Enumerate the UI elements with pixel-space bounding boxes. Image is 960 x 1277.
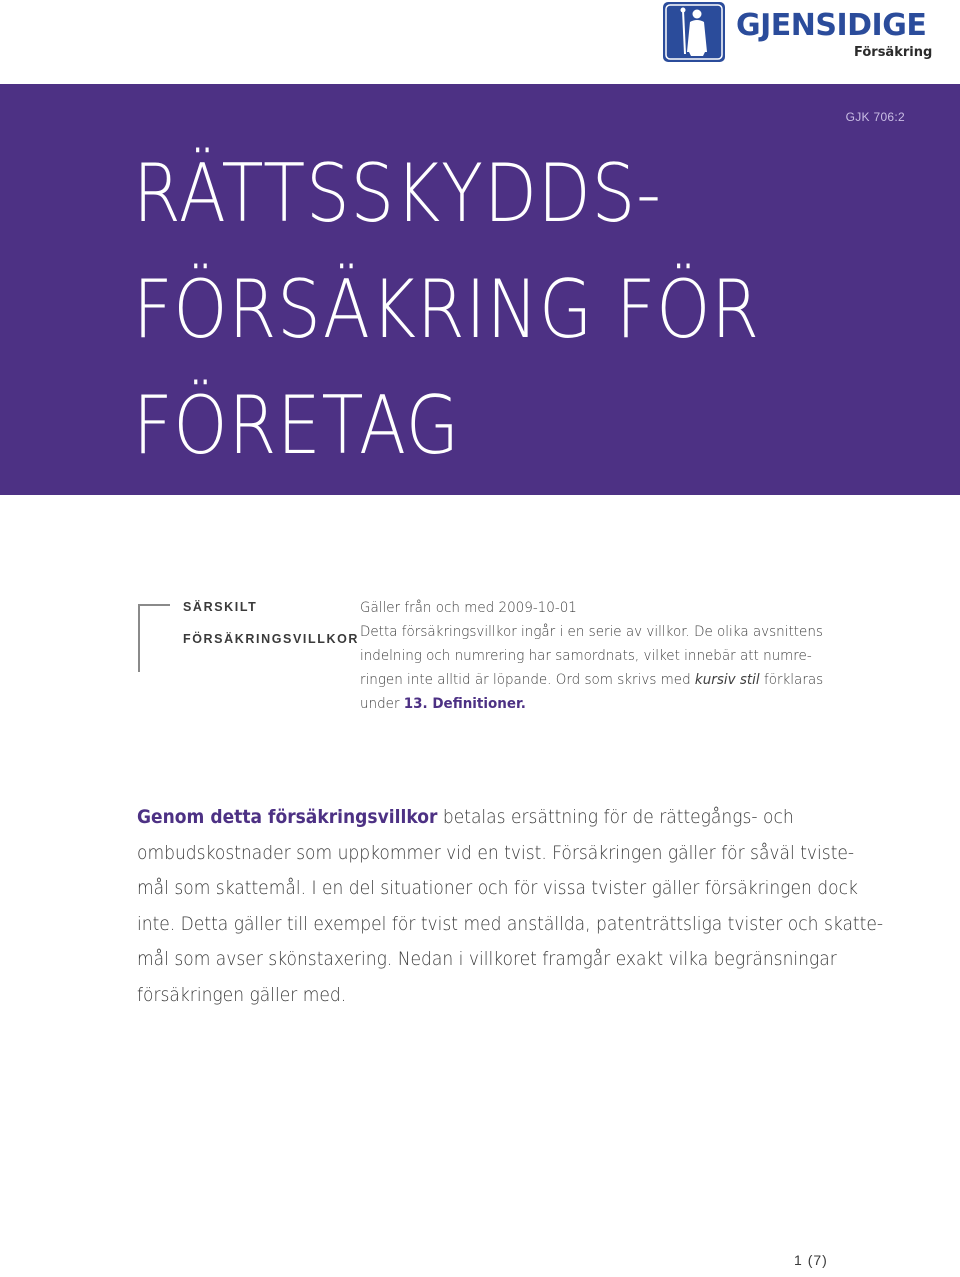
brand-name: GJENSIDIGE bbox=[736, 8, 927, 43]
title-line-3: FÖRETAG bbox=[133, 379, 460, 472]
intro-text-segment: under bbox=[360, 696, 404, 712]
title-banner bbox=[0, 84, 960, 495]
lead-paragraph bbox=[137, 800, 884, 1013]
section-label-line-1: SÄRSKILT bbox=[183, 600, 258, 614]
lead-line: mål som avser skönstaxering. Nedan i villkoret framgår exakt vilka begränsningar bbox=[137, 948, 837, 970]
lead-line: mål som skattemål. I en del situationer och för vissa tvister gäller försäkringen dock bbox=[137, 877, 858, 899]
page-number bbox=[794, 1252, 828, 1268]
intro-line: Gäller från och med 2009-10-01 bbox=[360, 600, 577, 616]
title-line-2: FÖRSÄKRING FÖR bbox=[133, 263, 760, 356]
section-bracket bbox=[138, 604, 170, 672]
lead-line: försäkringen gäller med. bbox=[137, 983, 347, 1006]
document-code: GJK 706:2 bbox=[845, 110, 905, 124]
lead-line: inte. Detta gäller till exempel för tvist med anställda, patenträttsliga tvister och skatte- bbox=[137, 912, 884, 935]
lead-highlight: Genom detta försäkringsvillkor bbox=[137, 806, 438, 828]
current-page: 1 bbox=[794, 1252, 803, 1268]
lead-line: ombudskostnader som uppkommer vid en tvist. Försäkringen gäller för såväl tviste- bbox=[137, 841, 855, 864]
title-line-1: RÄTTSSKYDDS- bbox=[133, 147, 662, 240]
brand-logo bbox=[663, 2, 933, 64]
intro-text bbox=[360, 596, 830, 716]
intro-line: Detta försäkringsvillkor ingår i en serie av villkor. De olika avsnittens bbox=[360, 624, 823, 640]
intro-line bbox=[360, 692, 797, 716]
total-pages: (7) bbox=[807, 1252, 828, 1268]
intro-text-segment: ringen inte alltid är löpande. Ord som skrivs med bbox=[360, 672, 695, 688]
lead-line bbox=[137, 800, 794, 836]
saint-figure-logo-icon bbox=[663, 2, 725, 62]
intro-line: indelning och numrering har samordnats, vilket innebär att numre- bbox=[360, 648, 812, 664]
intro-text-segment: förklaras bbox=[759, 672, 824, 688]
document-title bbox=[133, 136, 862, 484]
section-label-line-2: FÖRSÄKRINGSVILLKOR bbox=[183, 632, 360, 646]
italic-term: kursiv stil bbox=[694, 672, 760, 688]
lead-text-segment: betalas ersättning för de rättegångs- och bbox=[437, 806, 794, 828]
definitions-reference: 13. Definitioner. bbox=[403, 696, 526, 712]
brand-subtitle: Försäkring bbox=[854, 45, 933, 60]
intro-line bbox=[360, 668, 824, 692]
